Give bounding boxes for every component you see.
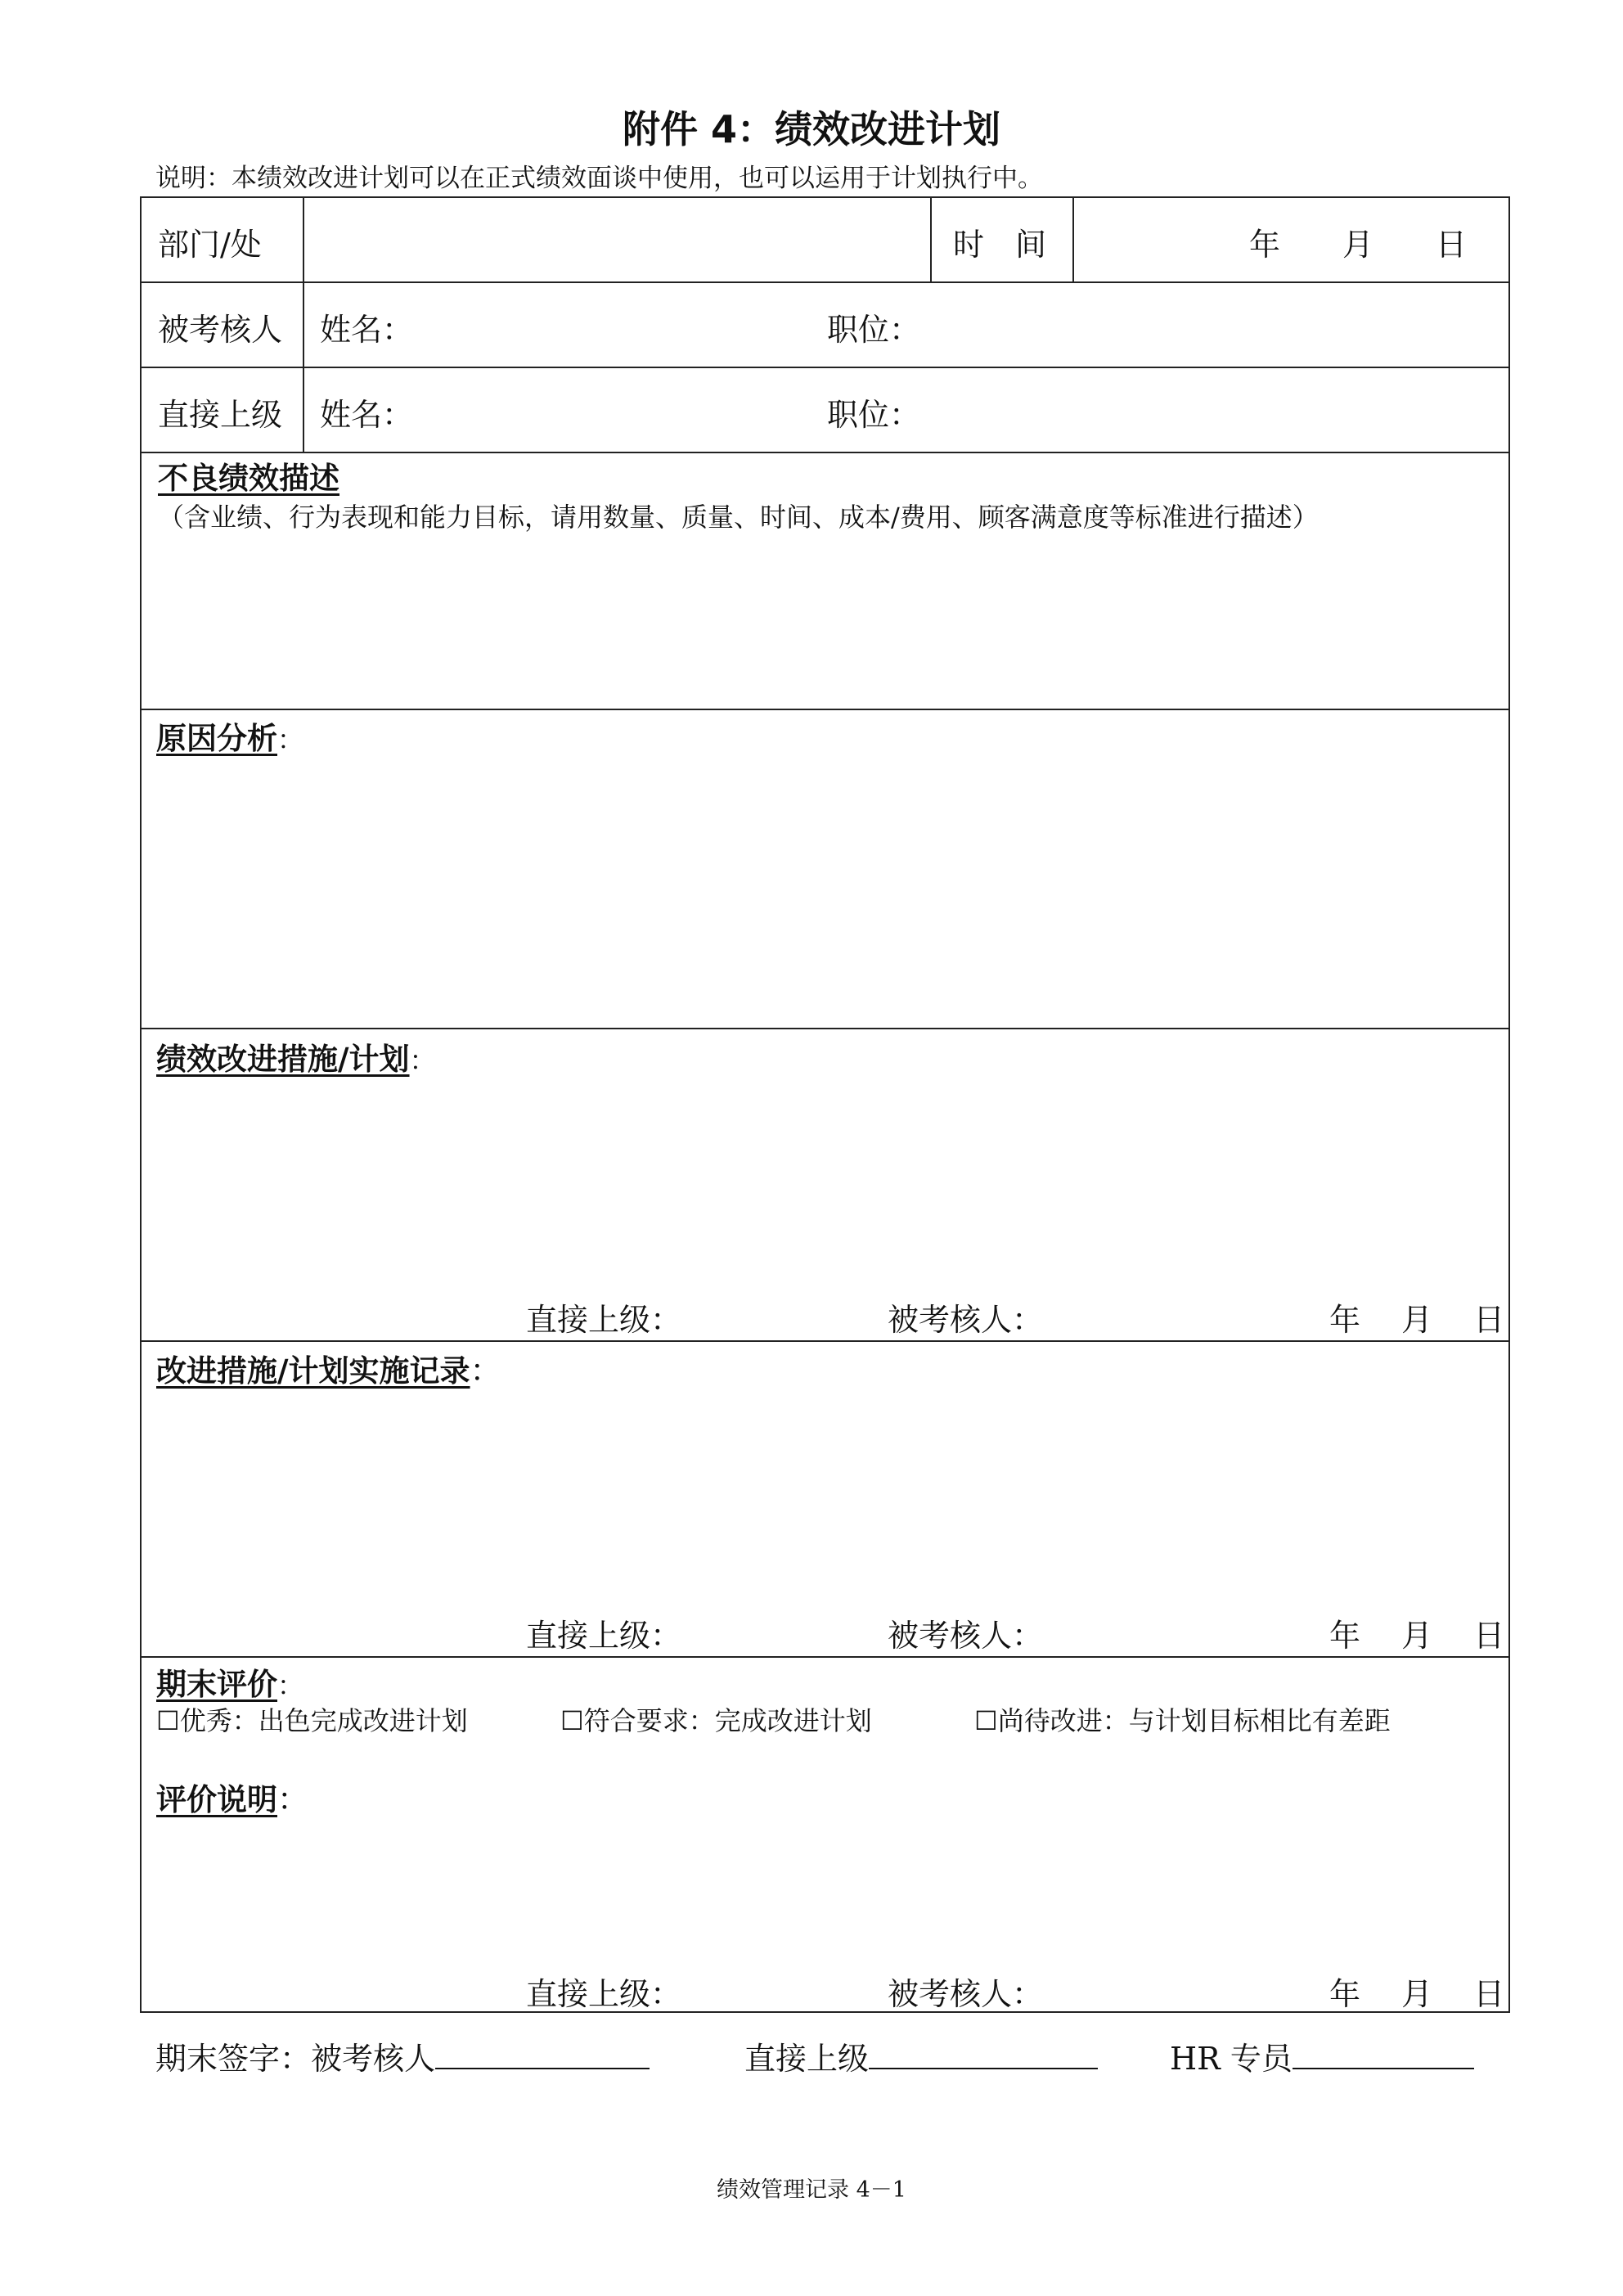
row-divider <box>142 452 1508 453</box>
implementation-record-title: 改进措施/计划实施记录 <box>156 1353 470 1389</box>
column-divider <box>930 198 932 281</box>
final-signature-supervisor-label: 直接上级 <box>744 2041 870 2077</box>
improvement-plan-colon: ： <box>409 1045 436 1076</box>
final-sign-date: 年 月 日 <box>1329 1976 1505 2012</box>
evaluation-note-heading <box>156 1774 308 1819</box>
poor-performance-title: 不良绩效描述 <box>158 461 339 496</box>
supervisor-name-label: 姓名： <box>320 397 414 433</box>
improvement-plan-title: 绩效改进措施/计划 <box>156 1042 410 1077</box>
record-employee-sign: 被考核人： <box>888 1618 1044 1654</box>
option-excellent-checkbox[interactable]: ☐优秀：出色完成改进计划 <box>156 1705 468 1736</box>
final-employee-sign: 被考核人： <box>888 1976 1044 2012</box>
row-divider <box>142 1028 1508 1029</box>
column-divider <box>1072 198 1074 281</box>
implementation-record-heading <box>156 1345 501 1390</box>
improvement-plan-table <box>140 196 1510 2013</box>
final-supervisor-sign: 直接上级： <box>526 1976 682 2012</box>
evaluation-note-title: 评价说明 <box>156 1782 277 1817</box>
final-evaluation-title: 期末评价 <box>156 1667 277 1702</box>
column-divider <box>303 198 304 452</box>
record-sign-date: 年 月 日 <box>1329 1618 1505 1654</box>
employee-label: 被考核人 <box>158 312 283 348</box>
final-signature-supervisor <box>744 2033 1098 2078</box>
implementation-record-colon: ： <box>470 1353 501 1389</box>
document-title: 附件 4：绩效改进计划 <box>622 107 1001 151</box>
final-signature-employee <box>155 2033 650 2078</box>
supervisor-label: 直接上级 <box>158 397 283 433</box>
improvement-plan-heading <box>156 1034 436 1078</box>
employee-position-label: 职位： <box>827 312 921 348</box>
supervisor-signature-line[interactable] <box>869 2040 1098 2069</box>
page-footer: 绩效管理记录 4－1 <box>717 2177 906 2203</box>
plan-supervisor-sign: 直接上级： <box>526 1302 682 1338</box>
option-needs-improvement-checkbox[interactable]: ☐尚待改进：与计划目标相比有差距 <box>974 1705 1391 1736</box>
final-signature-hr <box>1170 2033 1474 2078</box>
cause-analysis-heading <box>156 714 303 758</box>
row-divider <box>142 1656 1508 1658</box>
cause-analysis-colon: ： <box>277 724 304 755</box>
employee-name-label: 姓名： <box>320 312 414 348</box>
evaluation-note-colon: ： <box>277 1781 309 1817</box>
row-divider <box>142 281 1508 283</box>
employee-signature-line[interactable] <box>435 2040 650 2069</box>
final-evaluation-colon: ： <box>277 1670 304 1701</box>
final-signature-hr-label: HR 专员 <box>1170 2041 1293 2077</box>
supervisor-position-label: 职位： <box>827 397 921 433</box>
hr-signature-line[interactable] <box>1293 2040 1474 2069</box>
final-signature-label: 期末签字：被考核人 <box>155 2041 436 2077</box>
dept-field[interactable] <box>315 201 920 278</box>
row-divider <box>142 709 1508 710</box>
instructions-note: 说明：本绩效改进计划可以在正式绩效面谈中使用，也可以运用于计划执行中。 <box>155 164 1043 193</box>
row-divider <box>142 1340 1508 1342</box>
row-divider <box>142 367 1508 368</box>
plan-employee-sign: 被考核人： <box>888 1302 1044 1338</box>
poor-performance-desc: （含业绩、行为表现和能力目标，请用数量、质量、时间、成本/费用、顾客满意度等标准进行描述） <box>158 502 1319 533</box>
poor-performance-section <box>158 460 1491 536</box>
cause-analysis-title: 原因分析 <box>156 721 277 756</box>
record-supervisor-sign: 直接上级： <box>526 1618 682 1654</box>
plan-sign-date: 年 月 日 <box>1329 1302 1505 1338</box>
final-evaluation-heading <box>156 1659 303 1704</box>
option-meets-checkbox[interactable]: ☐符合要求：完成改进计划 <box>560 1705 872 1736</box>
date-field[interactable]: 年 月 日 <box>1249 227 1468 263</box>
time-label: 时 间 <box>953 227 1047 263</box>
dept-label: 部门/处 <box>158 227 262 263</box>
